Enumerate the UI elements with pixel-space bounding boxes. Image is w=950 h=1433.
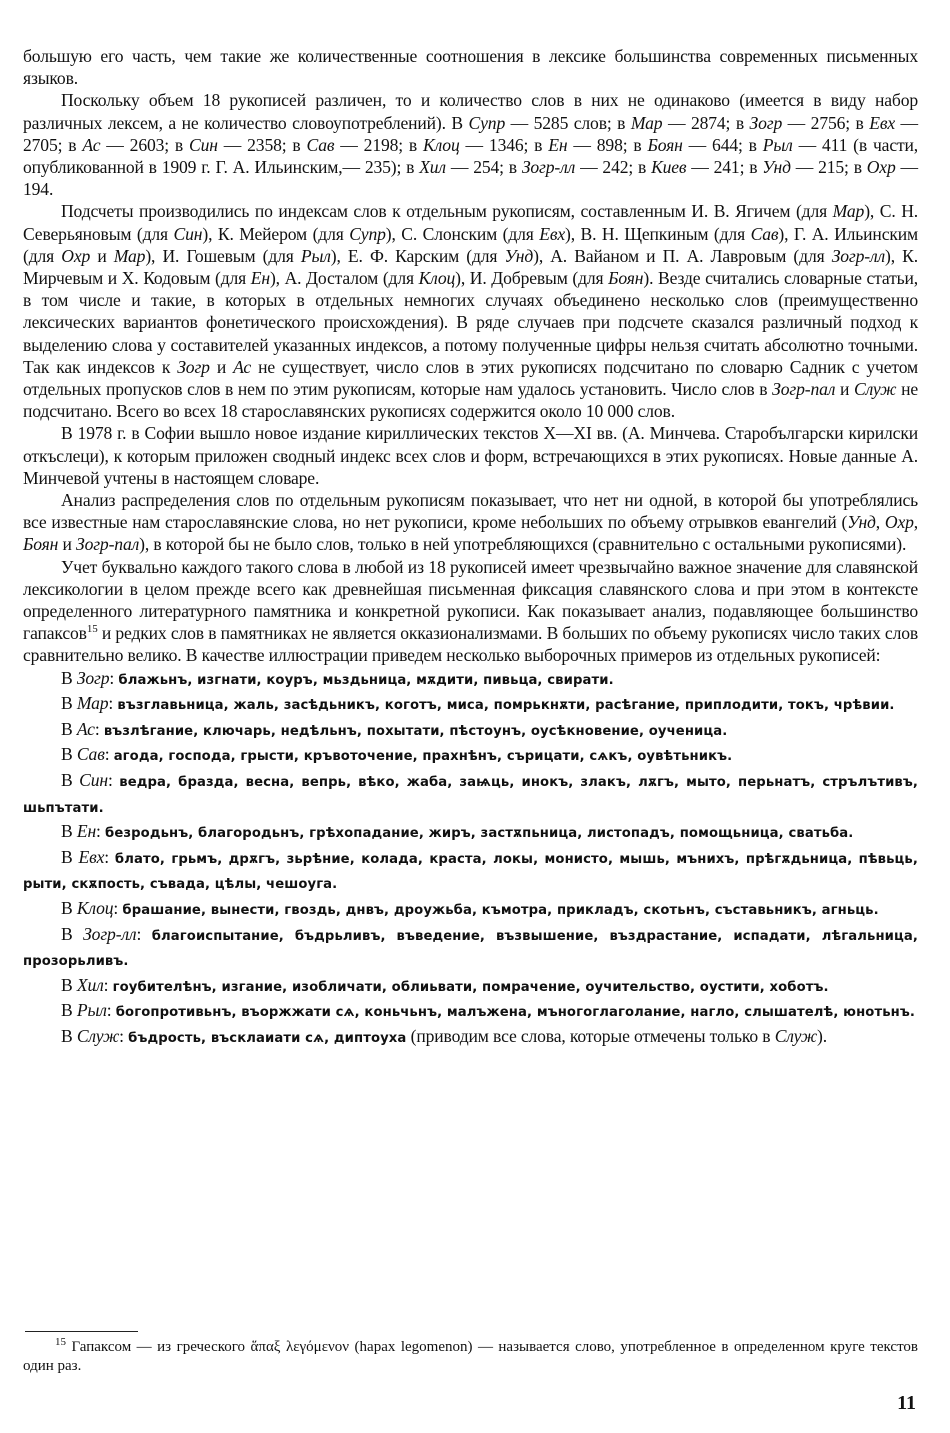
- text-run: — 5285 слов; в: [505, 112, 631, 133]
- example-source: Служ: [76, 1026, 120, 1046]
- example-prefix: В: [61, 846, 79, 867]
- manuscript-abbrev: Боян: [608, 268, 644, 289]
- manuscript-abbrev: Сав: [306, 134, 335, 155]
- example-words: възглавьница, жаль, засѣдьникъ, коготъ, миса, помрькнѫти, расѣгание, приплодити, токъ, чрѣвии.: [117, 698, 895, 714]
- example-words: богопротивьнъ, въоржжати сѧ, коньчьнъ, малъжена, мъногоглаголание, нагло, слышателѣ, юнотьнъ.: [115, 1005, 915, 1021]
- manuscript-abbrev: Мар: [832, 201, 865, 222]
- paragraph: [23, 45, 918, 89]
- example-source: Хил: [76, 974, 104, 995]
- text-run: ), С. Слонским (для: [385, 223, 540, 244]
- text-run: ), К. Мирчевым и Х. Кодовым (для: [23, 245, 919, 289]
- example-line: [23, 999, 918, 1025]
- text-run: — 644; в: [682, 134, 763, 155]
- colon: :: [103, 974, 113, 995]
- text-run: ), К. Мейером (для: [202, 223, 350, 244]
- manuscript-abbrev: Служ: [854, 379, 897, 400]
- text-run: — 194.: [23, 157, 918, 200]
- text-run: и: [209, 356, 234, 377]
- manuscript-abbrev: Охр: [884, 512, 914, 533]
- example-line: [23, 974, 918, 1000]
- manuscript-abbrev: Боян: [647, 134, 683, 155]
- text-run: Поскольку объем 18 рукописей различен, то и количество слов в них не одинаково (имеется в виду набор различных лексем, а не количество словоупотреблений). В: [23, 90, 918, 133]
- text-run: ), С. Н. Северьяновым (для: [23, 201, 919, 244]
- paragraph: [23, 556, 918, 667]
- manuscript-abbrev: Унд: [847, 512, 876, 533]
- text-run: ), Г. А. Ильинским (для: [23, 223, 918, 266]
- text-run: и: [90, 245, 114, 266]
- example-prefix: В: [61, 667, 77, 688]
- example-prefix: В: [61, 770, 80, 791]
- example-source: Клоц: [76, 898, 114, 919]
- manuscript-abbrev: Унд: [504, 245, 534, 266]
- example-prefix: В: [61, 898, 77, 919]
- text-run: — 2358; в: [217, 134, 307, 155]
- example-source: Син: [79, 770, 108, 791]
- footnote-text: Гапаксом — из греческого ἅπαξ λεγόμενον (hapax legomenon) — называется слово, употребленное в определенном круге текстов один раз.: [23, 1339, 919, 1374]
- text-run: — 898; в: [567, 134, 648, 155]
- manuscript-abbrev: Супр: [349, 223, 386, 244]
- text-run: — 2756; в: [782, 112, 870, 133]
- manuscript-abbrev: Син: [189, 134, 218, 155]
- text-run: — 2705; в: [23, 112, 918, 155]
- text-run: — 411 (в части, опубликованной в 1909 г. Г. А. Ильинским,— 235); в: [23, 134, 919, 178]
- text-run: ), Е. Ф. Карским (для: [330, 245, 505, 266]
- text-run: ). Везде считались словарные статьи, в том числе и такие, в которых в отдельных немногих случаях объединено несколько слов (преимущественно лексических вариантов фонетического происхождения). В ряде случаев при подсчете сказался различный подход к выделению слова у составителей указанных индексов, а потому полученные цифры нельзя считать абсолютно точными. Так как индексов к: [23, 268, 918, 377]
- text-run: — 215; в: [790, 157, 867, 178]
- manuscript-abbrev: Ас: [233, 356, 252, 377]
- text-run: ,: [875, 512, 885, 533]
- text-run: Анализ распределения слов по отдельным рукописям показывает, что нет ни одной, в которой бы употреблялись все известные нам старославянские слова, но нет рукописи, кроме небольших по объему отрывков евангелий (: [23, 490, 918, 533]
- footnote: [23, 1338, 918, 1376]
- example-line: [23, 1025, 918, 1051]
- example-words: блажьнъ, изгнати, коуръ, мьздьница, мѫдити, пивьца, свирати.: [118, 672, 614, 688]
- colon: :: [108, 693, 118, 714]
- example-words: агода, господа, грысти, кръвоточение, прахнѣнъ, сърицати, сѧкъ, оувѣтьникъ.: [113, 749, 733, 765]
- colon: :: [106, 1000, 116, 1021]
- example-line: [23, 923, 918, 974]
- text-run: — 241; в: [686, 157, 763, 178]
- colon: :: [136, 923, 152, 944]
- manuscript-abbrev: Син: [173, 223, 203, 244]
- manuscript-abbrev: Боян: [23, 534, 59, 555]
- manuscript-abbrev: Хил: [419, 157, 446, 178]
- manuscript-abbrev: Ен: [250, 268, 270, 289]
- example-line: [23, 718, 918, 744]
- example-line: [23, 692, 918, 718]
- manuscript-abbrev: Зогр: [749, 112, 783, 133]
- text-run: — 1346; в: [459, 134, 549, 155]
- page-body: [23, 45, 918, 1051]
- example-words: възлѣгание, ключарь, недѣльнъ, похытати, пѣстоунъ, оусѣкновение, оученица.: [103, 723, 728, 739]
- paragraph: [23, 89, 918, 200]
- manuscript-abbrev: Мар: [113, 245, 146, 266]
- text-run: — 2198; в: [334, 134, 424, 155]
- example-source: Зогр: [76, 667, 110, 688]
- text-run: и: [58, 534, 77, 555]
- footnote-ref: 15: [86, 623, 98, 636]
- manuscript-abbrev: Рыл: [762, 134, 793, 155]
- manuscript-abbrev: Охр: [61, 245, 91, 266]
- example-note-end: ).: [817, 1026, 827, 1046]
- example-prefix: В: [61, 923, 84, 944]
- manuscript-abbrev: Евх: [539, 223, 566, 244]
- text-run: не подсчитано. Всего во всех 18 старославянских рукописях содержится около 10 000 слов.: [23, 379, 918, 422]
- text-run: ), А. Вайаном и П. А. Лавровым (для: [533, 245, 832, 266]
- manuscript-abbrev: Зогр-лл: [521, 157, 576, 178]
- text-run: ,: [913, 512, 919, 533]
- example-line: [23, 846, 918, 897]
- manuscript-abbrev: Сав: [750, 223, 779, 244]
- text-run: большую его часть, чем такие же количественные соотношения в лексике большинства современных письменных языков.: [23, 46, 918, 89]
- example-words: брашание, вынести, гвоздь, днвъ, дроужьба, къмотра, прикладъ, скотьнъ, съставьникъ, агньць.: [122, 903, 879, 919]
- example-words: ведра, бразда, весна, вепрь, вѣко, жаба, заѩць, инокъ, злакъ, лѫгъ, мыто, перьнатъ, стрълътивъ, шьпътати.: [23, 775, 918, 816]
- colon: :: [94, 718, 104, 739]
- paragraph: [23, 200, 918, 422]
- text-run: — 2603; в: [100, 134, 190, 155]
- example-prefix: В: [61, 1000, 77, 1021]
- example-words: блато, грьмъ, дрѫгъ, зьрѣние, колада, краста, локы, монисто, мышь, мънихъ, прѣгѫдьница, пѣвьць, рыти, скѫпость, съвада, цѣлы, чешоуга.: [23, 851, 918, 893]
- manuscript-abbrev: Зогр-пал: [772, 379, 836, 400]
- example-source: Ас: [76, 718, 95, 739]
- text-run: ), И. Гошевым (для: [145, 245, 301, 266]
- example-source: Евх: [78, 846, 105, 867]
- example-words: благоиспытание, бъдрьливъ, въведение, възвышение, въздрастание, испадати, лѣгальница, прозорьливъ.: [23, 928, 918, 970]
- paragraph: [23, 489, 918, 556]
- text-run: ), А. Досталом (для: [269, 268, 419, 289]
- colon: :: [107, 770, 120, 791]
- text-run: — 242; в: [575, 157, 652, 178]
- text-run: и редких слов в памятниках не является окказионализмами. В больших по объему рукописях число таких слов сравнительно велико. В качестве иллюстрации приведем несколько выборочных примеров из отдельных рукописей:: [23, 623, 918, 666]
- example-words: гоубителѣнъ, изгание, изобличати, облиьвати, помрачение, оучительство, оустити, хоботъ.: [112, 979, 829, 995]
- example-note: (приводим все слова, которые отмечены только в: [406, 1026, 775, 1046]
- example-source: Сав: [76, 744, 105, 765]
- manuscript-abbrev: Мар: [630, 112, 663, 133]
- manuscript-abbrev: Евх: [869, 112, 895, 133]
- examples-list: [23, 667, 918, 1051]
- manuscript-abbrev: Киев: [651, 157, 687, 178]
- example-prefix: В: [61, 1026, 77, 1046]
- text-run: В 1978 г. в Софии вышло новое издание кириллических текстов X—XI вв. (А. Минчева. Старобългарски кирилски откъслеци), к которым приложен сводный индекс всех слов и форм, встречающихся в этих рукописях. Новые данные А. Минчевой учтены в настоящем словаре.: [23, 423, 918, 488]
- manuscript-abbrev: Зогр-лл: [831, 245, 886, 266]
- example-line: [23, 667, 918, 693]
- example-prefix: В: [61, 744, 77, 765]
- text-run: Учет буквально каждого такого слова в любой из 18 рукописей имеет чрезвычайно важное значение для славянской лексикологии в целом прежде всего как древнейшая письменная фиксация славянского слова и при этом в контексте определенного литературного памятника и конкретной рукописи. Как показывает анализ, подавляющее большинство гапаксов: [23, 556, 918, 644]
- example-prefix: В: [61, 718, 77, 739]
- manuscript-abbrev: Ас: [82, 134, 101, 155]
- example-line: [23, 820, 918, 846]
- example-source: Мар: [76, 693, 109, 714]
- paragraph: [23, 422, 918, 489]
- text-run: ), в которой бы не было слов, только в ней употребляющихся (сравнительно с остальными рукописями).: [139, 534, 907, 555]
- colon: :: [104, 846, 115, 867]
- text-run: ), В. Н. Щепкиным (для: [565, 223, 751, 244]
- manuscript-abbrev: Унд: [762, 157, 791, 178]
- text-run: и: [835, 379, 855, 400]
- manuscript-abbrev: Зогр-пал: [76, 534, 140, 555]
- footnote-divider: [25, 1331, 138, 1332]
- manuscript-abbrev: Рыл: [300, 245, 331, 266]
- example-prefix: В: [61, 693, 77, 714]
- example-line: [23, 743, 918, 769]
- example-line: [23, 769, 918, 820]
- text-run: — 254; в: [445, 157, 522, 178]
- text-run: Подсчеты производились по индексам слов к отдельным рукописям, составленным И. В. Ягичем (для: [61, 201, 833, 222]
- text-run: не существует, число слов в этих рукописях подсчитано по словарю Садник с учетом отдельных пропусков слов в нем по этим рукописям, которые нам удалось установить. Число слов в: [23, 356, 919, 400]
- manuscript-abbrev: Клоц: [423, 134, 460, 155]
- colon: :: [109, 667, 119, 688]
- example-note-source: Служ: [774, 1026, 818, 1046]
- example-words: бъдрость, въсклаиати сѧ, диптоуха: [128, 1031, 407, 1046]
- example-words: безродьнъ, благородьнъ, грѣхопадание, жиръ, застѫпьница, листопадъ, помощьница, сватьба.: [105, 826, 854, 842]
- example-line: [23, 897, 918, 923]
- manuscript-abbrev: Супр: [468, 112, 506, 133]
- manuscript-abbrev: Клоц: [418, 268, 456, 289]
- main-text: [23, 45, 918, 667]
- text-run: ), И. Добревым (для: [455, 268, 609, 289]
- colon: :: [119, 1026, 129, 1046]
- manuscript-abbrev: Ен: [548, 134, 568, 155]
- text-run: — 2874; в: [662, 112, 750, 133]
- footnote-number: 15: [55, 1336, 66, 1348]
- manuscript-abbrev: Охр: [866, 157, 896, 178]
- example-source: Ен: [76, 821, 97, 842]
- colon: :: [113, 898, 123, 919]
- example-prefix: В: [61, 821, 77, 842]
- colon: :: [96, 821, 106, 842]
- page-number: 11: [897, 1392, 916, 1414]
- colon: :: [104, 744, 114, 765]
- example-source: Зогр-лл: [83, 923, 137, 944]
- manuscript-abbrev: Зогр: [177, 356, 210, 377]
- example-source: Рыл: [76, 1000, 107, 1021]
- example-prefix: В: [61, 974, 77, 995]
